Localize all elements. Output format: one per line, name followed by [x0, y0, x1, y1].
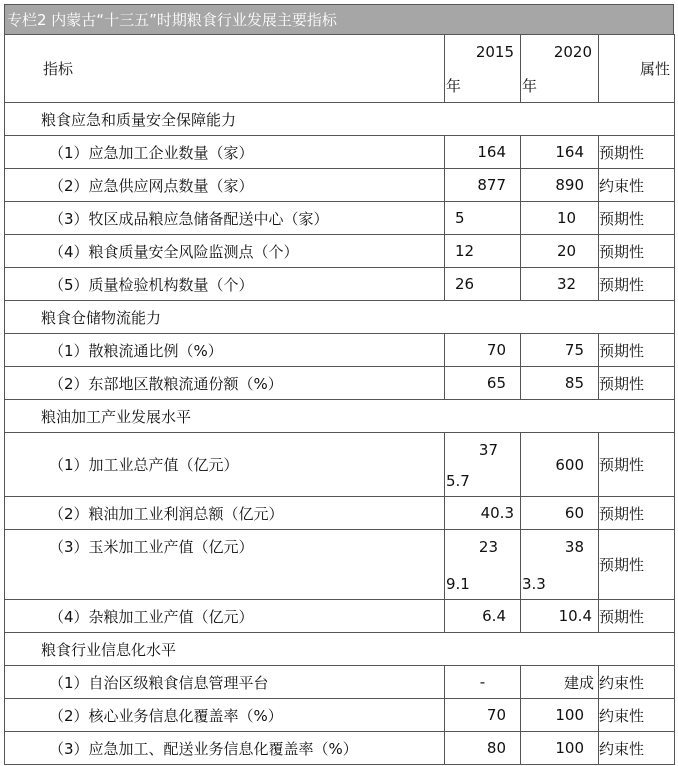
row-name: （1）自治区级粮食信息管理平台 — [5, 666, 445, 699]
row-name: （4）粮食质量安全风险监测点（个） — [5, 235, 445, 268]
section-title: 粮食行业信息化水平 — [5, 633, 675, 666]
row-name: （2）东部地区散粮流通份额（%） — [5, 367, 445, 400]
value-2015-part1: 37 — [478, 441, 498, 459]
header-indicator: 指标 — [5, 35, 445, 103]
value-2015: 877 — [445, 169, 521, 202]
attribute-cell: 预期性 — [599, 433, 675, 497]
attribute-cell: 约束性 — [599, 732, 675, 765]
table-row — [5, 202, 675, 235]
value-2015 — [445, 530, 521, 600]
section-title: 粮油加工产业发展水平 — [5, 400, 675, 433]
value-2020: 60 — [521, 497, 599, 530]
value-2020-part2: 3.3 — [522, 575, 546, 593]
row-name: （4）杂粮加工业产值（亿元） — [5, 600, 445, 633]
attribute-cell: 预期性 — [599, 600, 675, 633]
value-2015-part2: 5.7 — [446, 472, 470, 490]
section-row — [5, 633, 675, 666]
row-name: （5）质量检验机构数量（个） — [5, 268, 445, 301]
table-row — [5, 367, 675, 400]
value-2020: 建成 — [521, 666, 599, 699]
value-2020: 100 — [521, 699, 599, 732]
attribute-cell: 约束性 — [599, 169, 675, 202]
row-name: （1）应急加工企业数量（家） — [5, 136, 445, 169]
attribute-cell: 预期性 — [599, 136, 675, 169]
value-2020: 20 — [521, 235, 599, 268]
value-2015: 70 — [445, 334, 521, 367]
value-2020: 164 — [521, 136, 599, 169]
value-2020-part1: 38 — [564, 538, 584, 556]
value-2015: 80 — [445, 732, 521, 765]
row-name: （3）玉米加工业产值（亿元） — [5, 530, 445, 600]
header-row — [5, 35, 675, 103]
value-2020: 890 — [521, 169, 599, 202]
header-2015 — [445, 35, 521, 103]
value-2015-part1: 23 — [478, 538, 498, 556]
value-2015: 164 — [445, 136, 521, 169]
header-2020-unit: 年 — [522, 77, 538, 95]
table-row — [5, 699, 675, 732]
value-2015: 5 — [445, 202, 521, 235]
attribute-cell: 约束性 — [599, 666, 675, 699]
value-2015: 65 — [445, 367, 521, 400]
section-row — [5, 400, 675, 433]
value-2020: 32 — [521, 268, 599, 301]
table-row — [5, 169, 675, 202]
value-2015: 26 — [445, 268, 521, 301]
table-row — [5, 666, 675, 699]
attribute-cell: 预期性 — [599, 334, 675, 367]
table-row — [5, 600, 675, 633]
table-row — [5, 268, 675, 301]
attribute-cell: 预期性 — [599, 268, 675, 301]
table-row — [5, 732, 675, 765]
value-2020: 100 — [521, 732, 599, 765]
value-2015: 12 — [445, 235, 521, 268]
value-2020: 10 — [521, 202, 599, 235]
row-name: （2）应急供应网点数量（家） — [5, 169, 445, 202]
row-name: （3）应急加工、配送业务信息化覆盖率（%） — [5, 732, 445, 765]
row-name: （3）牧区成品粮应急储备配送中心（家） — [5, 202, 445, 235]
table-row — [5, 136, 675, 169]
attribute-cell: 约束性 — [599, 699, 675, 732]
attribute-cell: 预期性 — [599, 497, 675, 530]
section-title: 粮食仓储物流能力 — [5, 301, 675, 334]
section-title: 粮食应急和质量安全保障能力 — [5, 103, 675, 136]
table-row — [5, 334, 675, 367]
table-row — [5, 235, 675, 268]
row-name: （1）散粮流通比例（%） — [5, 334, 445, 367]
value-2020: 85 — [521, 367, 599, 400]
value-2020: 75 — [521, 334, 599, 367]
attribute-cell: 预期性 — [599, 367, 675, 400]
value-2015: - — [445, 666, 521, 699]
section-row — [5, 103, 675, 136]
header-attribute: 属性 — [599, 35, 675, 103]
attribute-cell: 预期性 — [599, 202, 675, 235]
row-name: （2）核心业务信息化覆盖率（%） — [5, 699, 445, 732]
attribute-cell: 预期性 — [599, 530, 675, 600]
table-row — [5, 530, 675, 600]
attribute-cell: 预期性 — [599, 235, 675, 268]
value-2015: 70 — [445, 699, 521, 732]
section-row — [5, 301, 675, 334]
header-2020 — [521, 35, 599, 103]
header-2015-unit: 年 — [446, 77, 462, 95]
value-2020: 10.4 — [521, 600, 599, 633]
row-name: （2）粮油加工业利润总额（亿元） — [5, 497, 445, 530]
value-2015: 6.4 — [445, 600, 521, 633]
value-2020 — [521, 530, 599, 600]
row-name: （1）加工业总产值（亿元） — [5, 433, 445, 497]
header-2015-number: 2015 — [475, 43, 514, 61]
value-2015 — [445, 433, 521, 497]
value-2015-part2: 9.1 — [446, 575, 470, 593]
indicator-table — [4, 34, 675, 765]
table-row — [5, 433, 675, 497]
header-2020-number: 2020 — [553, 43, 592, 61]
value-2015: 40.3 — [445, 497, 521, 530]
table-row — [5, 497, 675, 530]
value-2020: 600 — [521, 433, 599, 497]
indicator-table-panel — [4, 4, 674, 765]
table-title: 专栏2 内蒙古“十三五”时期粮食行业发展主要指标 — [4, 4, 674, 34]
